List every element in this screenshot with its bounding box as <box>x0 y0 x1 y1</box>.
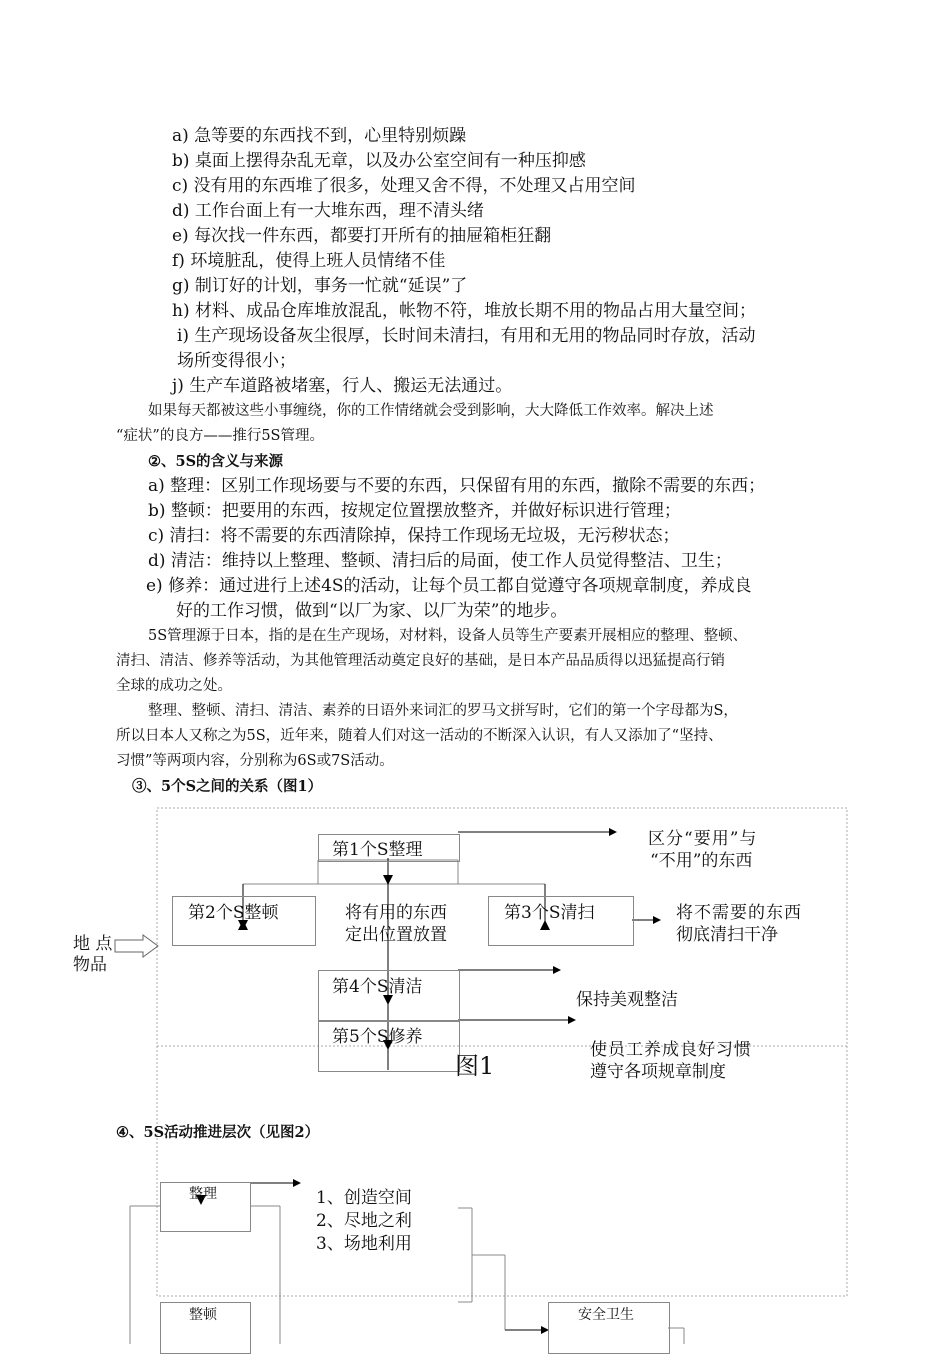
fig1-s4-label: 第4个S清洁 <box>332 977 423 997</box>
list-item-e: e) 每次找一件东西，都要打开所有的抽屉箱柜狂翻 <box>172 226 552 246</box>
fig1-s3-label: 第3个S清扫 <box>504 903 595 923</box>
list-item-h: h) 材料、成品仓库堆放混乱，帐物不符，堆放长期不用的物品占用大量空间； <box>172 301 756 321</box>
fig2-safety-label: 安全卫生 <box>578 1307 634 1323</box>
fig2-sort-label: 整理 <box>189 1186 217 1202</box>
paragraph-3-line-3: 习惯”等两项内容，分别称为6S或7S活动。 <box>116 753 394 769</box>
section-heading-3: ③、5个S之间的关系（图1） <box>132 778 323 795</box>
section-heading-4: ④、5S活动推进层次（见图2） <box>116 1124 320 1141</box>
list-item-b: b) 桌面上摆得杂乱无章，以及办公室空间有一种压抑感 <box>172 151 586 171</box>
definition-item-b: b) 整顿：把要用的东西，按规定位置摆放整齐，并做好标识进行管理； <box>148 501 681 521</box>
paragraph-3-line-2: 所以日本人又称之为5S，近年来，随着人们对这一活动的不断深入认识，有人又添加了“坚持、 <box>116 728 723 744</box>
definition-item-a: a) 整理：区别工作现场要与不要的东西，只保留有用的东西，撤除不需要的东西； <box>148 476 766 496</box>
fig1-s5-label: 第5个S修养 <box>332 1027 423 1047</box>
fig1-r3-line-2: 彻底清扫干净 <box>676 925 778 945</box>
section-heading-2: ②、5S的含义与来源 <box>148 453 284 470</box>
list-item-j: j) 生产车道路被堵塞，行人、搬运无法通过。 <box>172 376 513 396</box>
definition-item-e-cont: 好的工作习惯，做到“以厂为家、以厂为荣”的地步。 <box>176 601 568 621</box>
fig1-r1-line-2: “不用”的东西 <box>650 851 753 871</box>
fig1-r3-line-1: 将不需要的东西 <box>676 903 802 923</box>
paragraph-2-line-2: 清扫、清洁、修养等活动，为其他管理活动奠定良好的基础，是日本产品品质得以迅猛提高行销 <box>116 653 725 669</box>
paragraph-3-line-1: 整理、整顿、清扫、清洁、素养的日语外来词汇的罗马文拼写时，它们的第一个字母都为S， <box>148 703 738 719</box>
fig1-r4: 保持美观整洁 <box>576 990 678 1010</box>
paragraph-2-line-3: 全球的成功之处。 <box>116 678 232 694</box>
definition-item-c: c) 清扫：将不需要的东西清除掉，保持工作现场无垃圾，无污秽状态； <box>148 526 680 546</box>
fig1-s1-label: 第1个S整理 <box>332 840 423 860</box>
list-item-d: d) 工作台面上有一大堆东西，理不清头绪 <box>172 201 484 221</box>
fig1-r1-line-1: 区分“要用”与 <box>648 829 758 849</box>
list-item-i: i) 生产现场设备灰尘很厚，长时间未清扫，有用和无用的物品同时存放，活动 <box>177 326 756 346</box>
fig1-r5-line-1: 使员工养成良好习惯 <box>590 1040 752 1060</box>
fig1-mid-line-1: 将有用的东西 <box>345 903 447 923</box>
list-item-a: a) 急等要的东西找不到，心里特别烦躁 <box>172 126 467 146</box>
list-item-i-cont: 场所变得很小； <box>177 351 296 371</box>
fig1-s2-label: 第2个S整顿 <box>188 903 279 923</box>
list-item-f: f) 环境脏乱，使得上班人员情绪不佳 <box>172 251 446 271</box>
fig1-mid-line-2: 定出位置放置 <box>345 925 447 945</box>
paragraph-1-line-1: 如果每天都被这些小事缠绕，你的工作情绪就会受到影响，大大降低工作效率。解决上述 <box>148 403 714 419</box>
fig2-list-item-2: 2、尽地之利 <box>316 1211 412 1231</box>
fig1-left-line-1: 地 点 <box>73 934 113 954</box>
definition-item-e: e) 修养：通过进行上述4S的活动，让每个员工都自觉遵守各项规章制度，养成良 <box>146 576 752 596</box>
paragraph-2-line-1: 5S管理源于日本，指的是在生产现场，对材料，设备人员等生产要素开展相应的整理、整顿、 <box>148 628 748 644</box>
list-item-c: c) 没有用的东西堆了很多，处理又舍不得，不处理又占用空间 <box>172 176 636 196</box>
fig2-list-item-3: 3、场地利用 <box>316 1234 412 1254</box>
list-item-g: g) 制订好的计划，事务一忙就“延误”了 <box>172 276 468 296</box>
fig1-r5-line-2: 遵守各项规章制度 <box>590 1062 726 1082</box>
fig2-list-item-1: 1、创造空间 <box>316 1188 412 1208</box>
definition-item-d: d) 清洁：维持以上整理、整顿、清扫后的局面，使工作人员觉得整洁、卫生； <box>148 551 732 571</box>
fig1-left-line-2: 物品 <box>73 955 107 975</box>
fig1-caption: 图1 <box>455 1052 495 1080</box>
paragraph-1-line-2: “症状”的良方——推行5S管理。 <box>116 428 324 444</box>
fig2-order-label: 整顿 <box>189 1307 217 1323</box>
